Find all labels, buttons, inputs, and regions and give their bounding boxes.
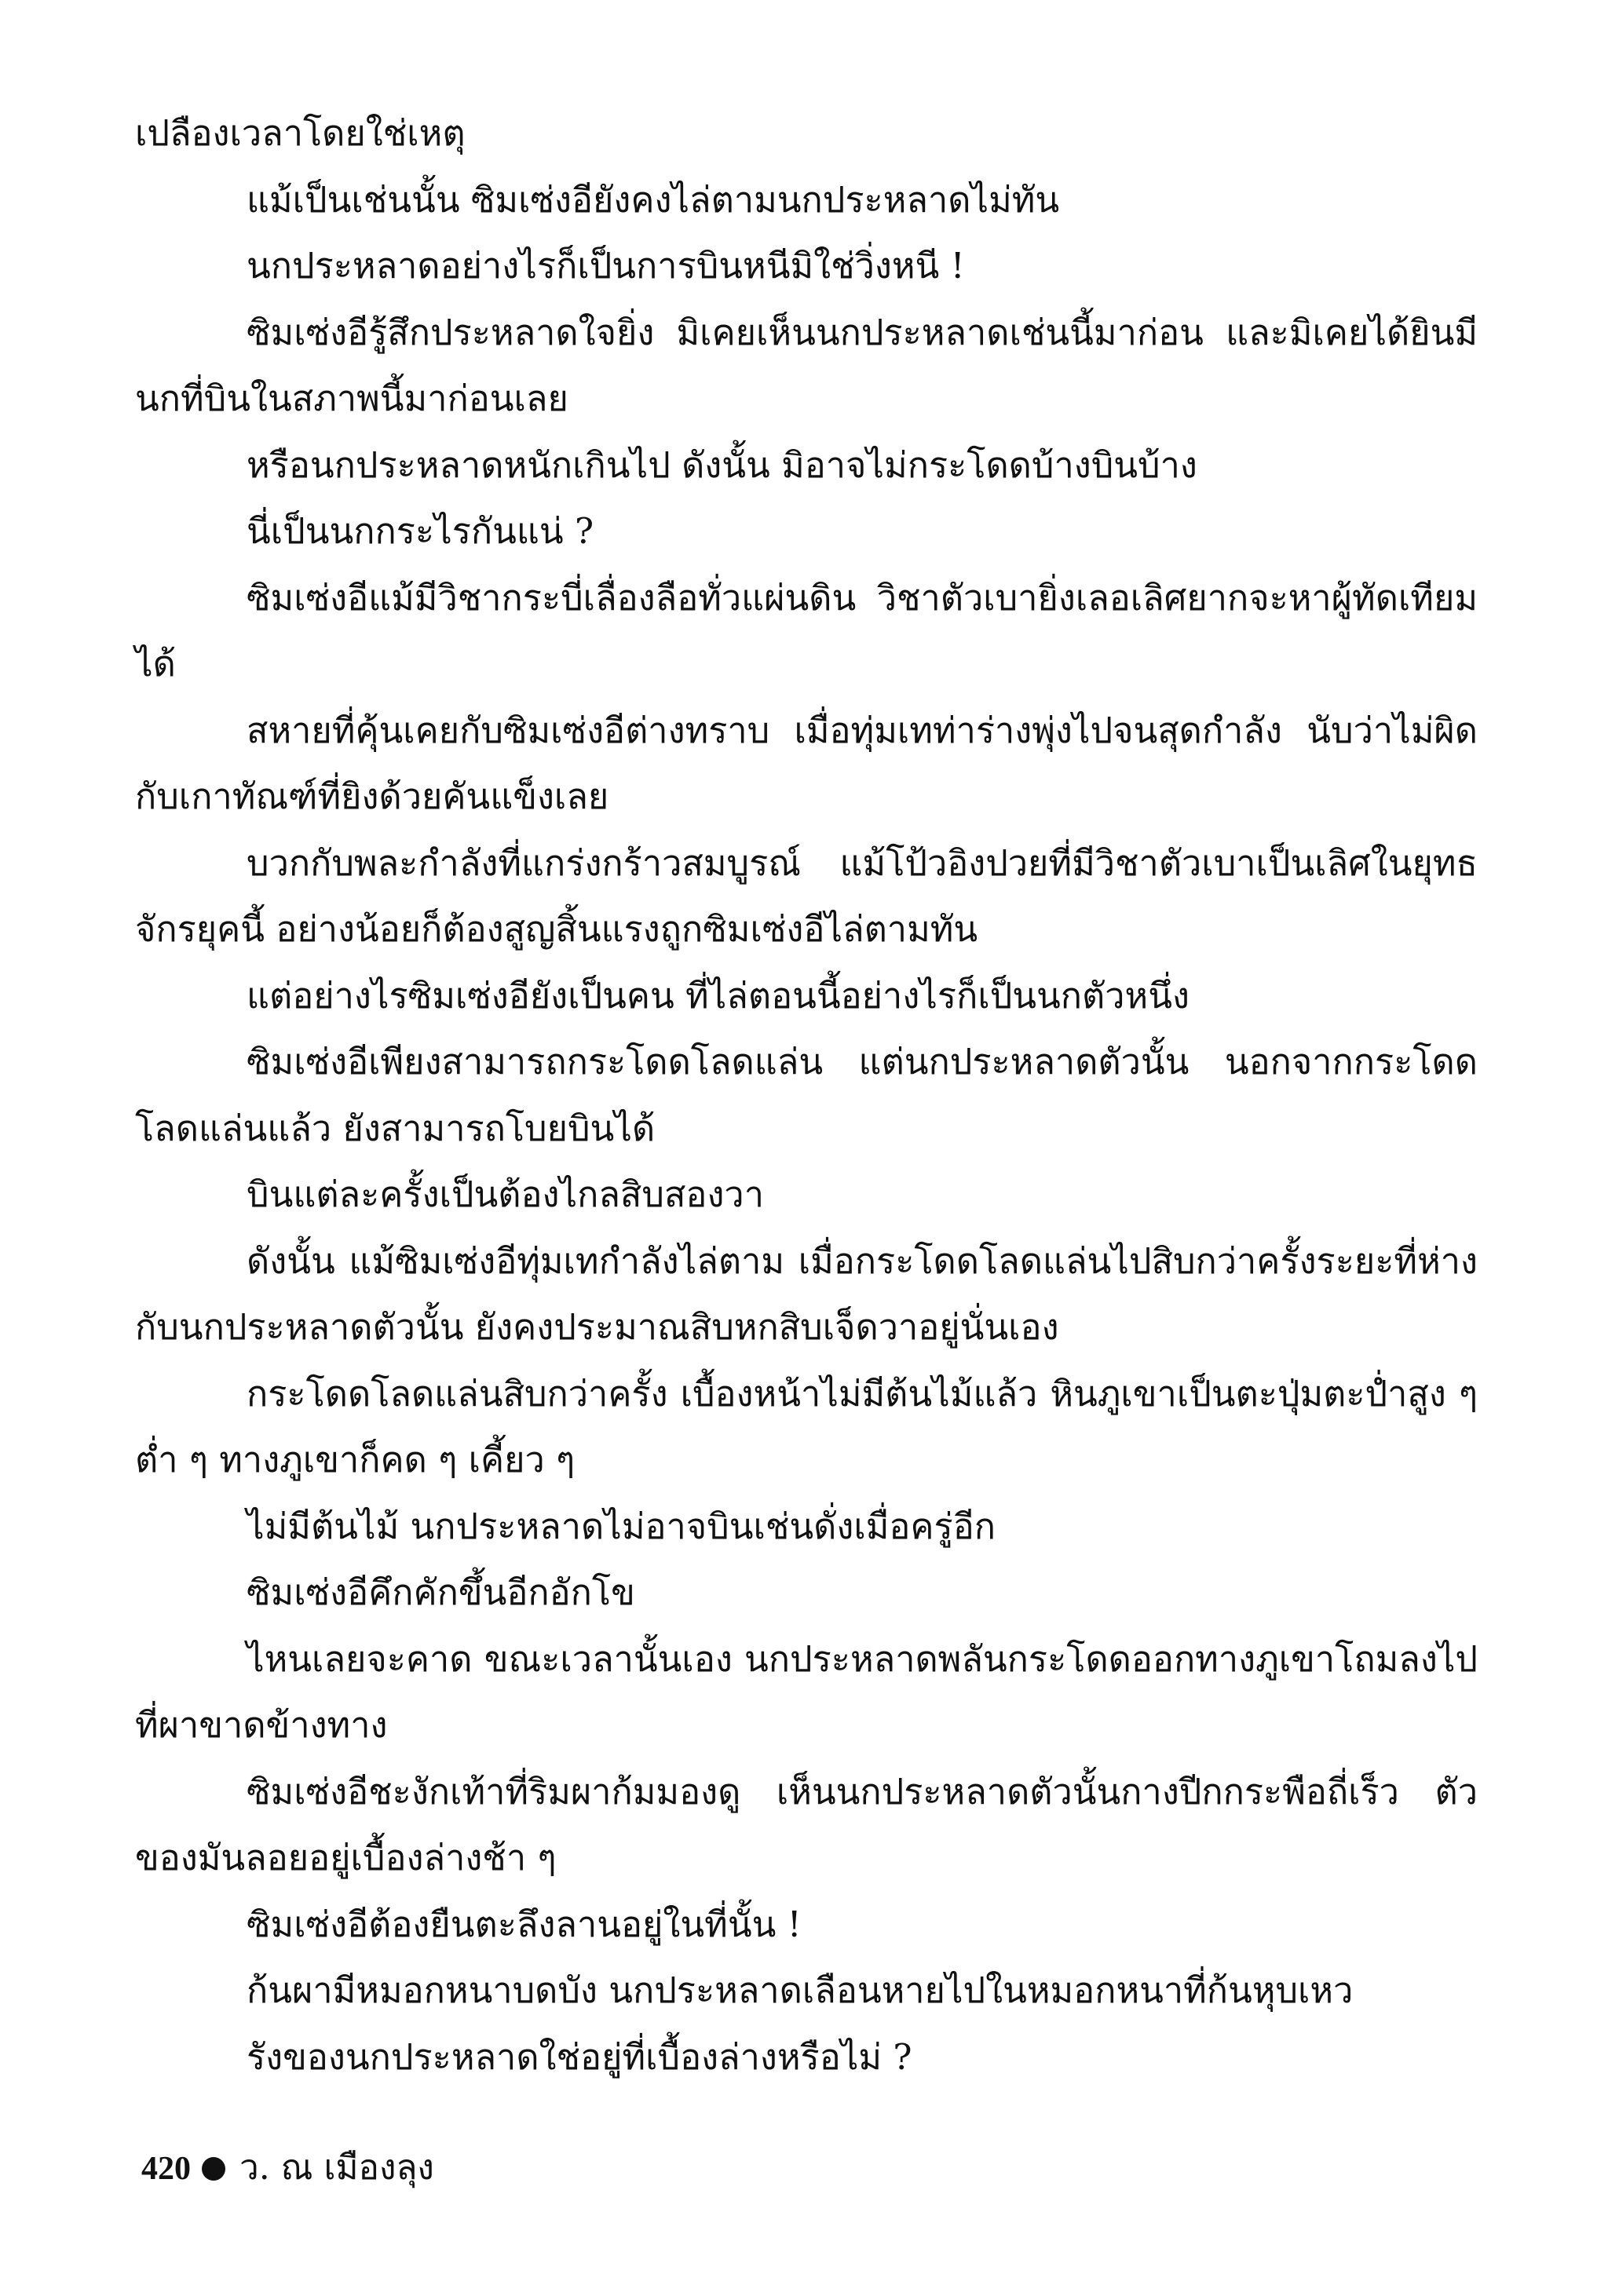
paragraph: แต่อย่างไรซิมเซ่งอียังเป็นคน ที่ไล่ตอนนี้อย่างไรก็เป็นนกตัวหนึ่ง [247, 974, 1190, 1017]
paragraph: ซิมเซ่งอีคึกคักขึ้นอีกอักโข [247, 1571, 635, 1613]
paragraph: นกประหลาดอย่างไรก็เป็นการบินหนีมิใช่วิ่งหนี ! [247, 245, 965, 287]
paragraph: นี่เป็นนกกระไรกันแน่ ? [247, 510, 594, 552]
paragraph: ซิมเซ่งอีชะงักเท้าที่ริมผาก้มมองดู เห็นนกประหลาดตัวนั้นกางปีกกระพือถี่เร็ว ตัวของมันลอยอยู่เบื้องล่างช้า ๆ [135, 1770, 1478, 1878]
paragraph: ซิมเซ่งอีเพียงสามารถกระโดดโลดแล่น แต่นกประหลาดตัวนั้น นอกจากกระโดดโลดแล่นแล้ว ยังสามารถโบยบินได้ [135, 1041, 1478, 1149]
paragraph: เปลืองเวลาโดยใช่เหตุ [135, 112, 466, 154]
paragraph: บวกกับพละกำลังที่แกร่งกร้าวสมบูรณ์ แม้โป้วอิงปวยที่มีวิชาตัวเบาเป็นเลิศในยุทธจักรยุคนี้ อย่างน้อยก็ต้องสูญสิ้นแรงถูกซิมเซ่งอีไล่ตามทัน [135, 841, 1478, 950]
paragraph: ไม่มีต้นไม้ นกประหลาดไม่อาจบินเช่นดั่งเมื่อครู่อีก [247, 1505, 996, 1547]
page-number: 420 [141, 2151, 191, 2187]
paragraph: ซิมเซ่งอีแม้มีวิชากระบี่เลื่องลือทั่วแผ่นดิน วิชาตัวเบายิ่งเลอเลิศยากจะหาผู้ทัดเทียมได้ [135, 576, 1478, 684]
paragraph: กระโดดโลดแล่นสิบกว่าครั้ง เบื้องหน้าไม่มีต้นไม้แล้ว หินภูเขาเป็นตะปุ่มตะป่ำสูง ๆ ต่ำ ๆ ทางภูเขาก็คด ๆ เคี้ยว ๆ [135, 1372, 1478, 1480]
body-text [135, 100, 1478, 2090]
paragraph: ดังนั้น แม้ซิมเซ่งอีทุ่มเทกำลังไล่ตาม เมื่อกระโดดโลดแล่นไปสิบกว่าครั้งระยะที่ห่างกับนกประหลาดตัวนั้น ยังคงประมาณสิบหกสิบเจ็ดวาอยู่นั่นเอง [135, 1239, 1478, 1348]
paragraph: ไหนเลยจะคาด ขณะเวลานั้นเอง นกประหลาดพลันกระโดดออกทางภูเขาโถมลงไปที่ผาขาดข้างทาง [135, 1637, 1478, 1746]
paragraph: หรือนกประหลาดหนักเกินไป ดังนั้น มิอาจไม่กระโดดบ้างบินบ้าง [247, 444, 1197, 486]
paragraph: ซิมเซ่งอีต้องยืนตะลึงลานอยู่ในที่นั้น ! [247, 1903, 802, 1945]
paragraph: บินแต่ละครั้งเป็นต้องไกลสิบสองวา [247, 1174, 764, 1215]
author-name: ว. ณ เมืองลุง [239, 2148, 434, 2188]
page-footer [141, 2143, 434, 2194]
paragraph: แม้เป็นเช่นนั้น ซิมเซ่งอียังคงไล่ตามนกประหลาดไม่ทัน [247, 178, 1060, 221]
paragraph: ซิมเซ่งอีรู้สึกประหลาดใจยิ่ง มิเคยเห็นนกประหลาดเช่นนี้มาก่อน และมิเคยได้ยินมีนกที่บินในสภาพนี้มาก่อนเลย [135, 311, 1478, 419]
bullet-icon [202, 2157, 225, 2181]
paragraph: ก้นผามีหมอกหนาบดบัง นกประหลาดเลือนหายไปในหมอกหนาที่ก้นหุบเหว [247, 1969, 1354, 2011]
paragraph: สหายที่คุ้นเคยกับซิมเซ่งอีต่างทราบ เมื่อทุ่มเทท่าร่างพุ่งไปจนสุดกำลัง นับว่าไม่ผิดกับเกาทัณฑ์ที่ยิงด้วยคันแข็งเลย [135, 709, 1478, 817]
paragraph: รังของนกประหลาดใช่อยู่ที่เบื้องล่างหรือไม่ ? [247, 2035, 912, 2078]
